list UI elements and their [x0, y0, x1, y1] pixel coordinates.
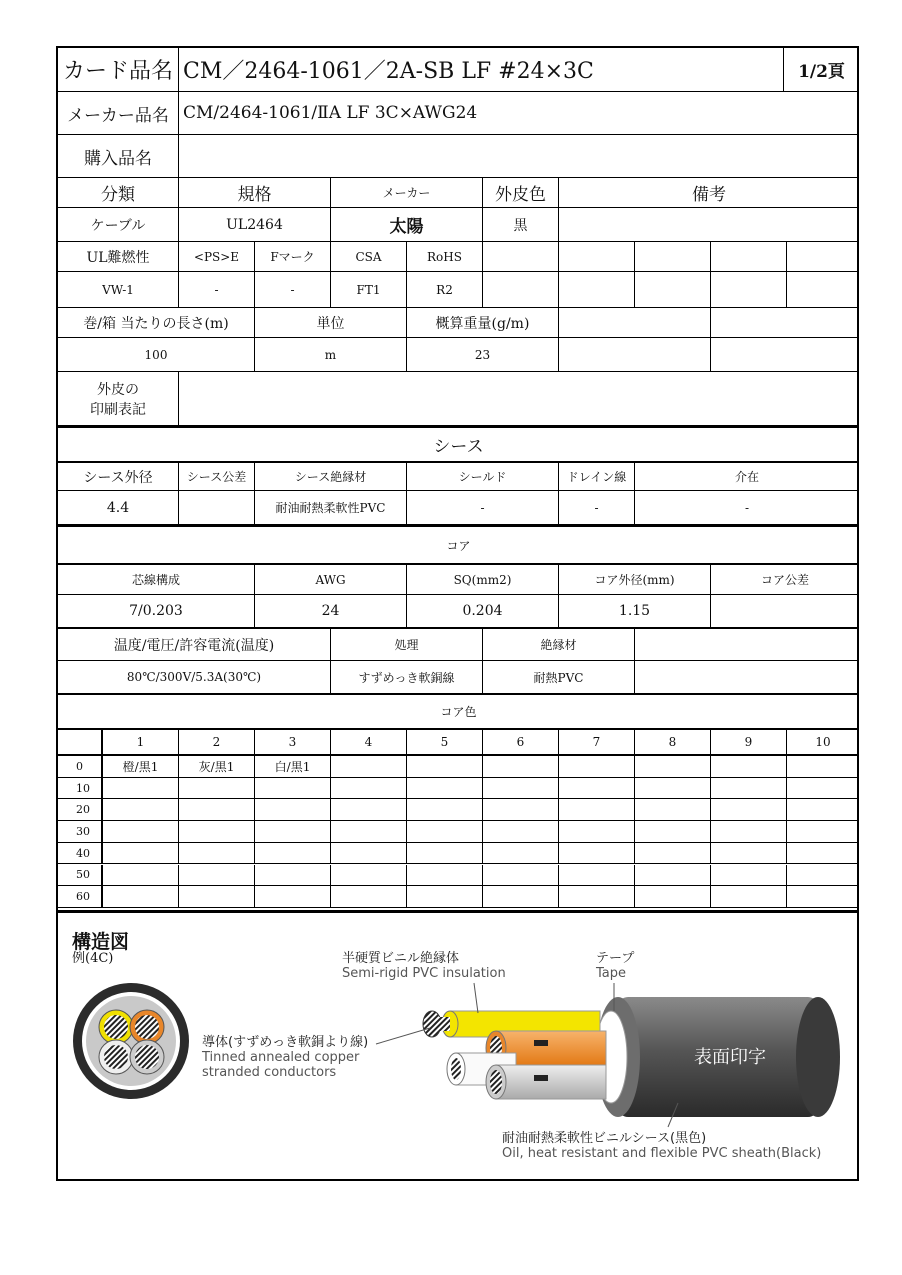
core-color-cell: [407, 778, 483, 800]
unit-value: m: [255, 338, 407, 372]
core-color-cell: [787, 821, 859, 843]
sheath-label-shield: シールド: [407, 463, 559, 491]
core-label-insulation: 絶縁材: [483, 629, 635, 661]
core-color-cell: [483, 843, 559, 865]
rating-label-csa: CSA: [331, 242, 407, 272]
core-label-awg: AWG: [255, 565, 407, 595]
core-color-cell: [635, 799, 711, 821]
core-color-column-header: 4: [331, 730, 407, 756]
sheath-value-drain: -: [559, 491, 635, 527]
core-color-cell: [483, 756, 559, 778]
core-color-cell: [711, 756, 787, 778]
core-color-cell: [635, 843, 711, 865]
card-name-value: CM／2464-1061／2A-SB LF #24×3C: [179, 48, 784, 92]
core-color-row-index: 10: [58, 778, 103, 800]
sheath-label-filler: 介在: [635, 463, 859, 491]
core-color-cell: [179, 843, 255, 865]
core-color-cell: [407, 821, 483, 843]
core-color-cell: [103, 865, 179, 887]
core-color-column-header: 7: [559, 730, 635, 756]
core-color-cell: [255, 886, 331, 908]
core-color-cell: [559, 778, 635, 800]
length-value: 100: [58, 338, 255, 372]
core-color-column-header: 6: [483, 730, 559, 756]
card-name-label: カード品名: [58, 48, 179, 92]
core-color-cell: [179, 799, 255, 821]
core-color-cell: [179, 821, 255, 843]
core-color-cell: [331, 778, 407, 800]
core-value-treatment: すずめっき軟銅線: [331, 661, 483, 695]
core-color-cell: [407, 799, 483, 821]
unit-label: 単位: [255, 308, 407, 338]
core-color-cell: [635, 865, 711, 887]
core-color-row-index: 20: [58, 799, 103, 821]
core-color-cell: [331, 756, 407, 778]
sheath-label-material: シース絶縁材: [255, 463, 407, 491]
core-color-cell: [331, 799, 407, 821]
maker-name-label: メーカー品名: [58, 92, 179, 135]
core-title: コア: [58, 527, 859, 565]
class-label-maker: メーカー: [331, 178, 483, 208]
weight-label: 概算重量(g/m): [407, 308, 559, 338]
class-label-type: 分類: [58, 178, 179, 208]
rating-value-csa: FT1: [331, 272, 407, 308]
core-value-insulation: 耐熱PVC: [483, 661, 635, 695]
core-color-cell: [559, 865, 635, 887]
core-color-cell: [787, 778, 859, 800]
class-label-standard: 規格: [179, 178, 331, 208]
rating-value-pse: -: [179, 272, 255, 308]
core-label-rating: 温度/電圧/許容電流(温度): [58, 629, 331, 661]
class-value-remarks: [559, 208, 859, 242]
core-color-cell: [103, 821, 179, 843]
core-color-cell: [255, 865, 331, 887]
core-color-cell: [787, 865, 859, 887]
core-color-cell: [179, 778, 255, 800]
core-color-cell: [559, 886, 635, 908]
tape-label: テープ Tape: [596, 951, 635, 981]
rating-label-pse: <PS>E: [179, 242, 255, 272]
core-color-cell: [787, 756, 859, 778]
core-color-cell: [711, 886, 787, 908]
core-color-corner: [58, 730, 103, 756]
core-color-column-header: 10: [787, 730, 859, 756]
core-value-sq: 0.204: [407, 595, 559, 629]
class-value-type: ケーブル: [58, 208, 179, 242]
core-color-row-index: 0: [58, 756, 103, 778]
sheath-value-filler: -: [635, 491, 859, 527]
core-color-column-header: 2: [179, 730, 255, 756]
core-color-column-header: 3: [255, 730, 331, 756]
print-marking-label: [58, 372, 179, 428]
core-color-cell: [255, 843, 331, 865]
surface-print-label: 表面印字: [694, 1047, 766, 1068]
core-color-cell: [787, 843, 859, 865]
core-color-cell: [635, 886, 711, 908]
purchase-name-value: [179, 135, 859, 178]
core-color-cell: [331, 886, 407, 908]
core-color-title: コア色: [58, 695, 859, 730]
core-value-awg: 24: [255, 595, 407, 629]
core-color-row-index: 60: [58, 886, 103, 908]
print-marking-label-line1: 外皮の: [97, 381, 139, 398]
core-color-cell: [331, 821, 407, 843]
maker-name-value: CM/2464-1061/ⅡA LF 3C×AWG24: [179, 92, 859, 135]
sheath-value-tolerance: [179, 491, 255, 527]
core-color-cell: [407, 756, 483, 778]
core-label-od: コア外径(mm): [559, 565, 711, 595]
page-number: 1/2頁: [784, 48, 859, 92]
class-value-color: 黒: [483, 208, 559, 242]
core-value-strand: 7/0.203: [58, 595, 255, 629]
core-color-cell: [255, 778, 331, 800]
core-color-column-header: 9: [711, 730, 787, 756]
core-color-cell: [407, 886, 483, 908]
core-color-cell: [711, 843, 787, 865]
core-color-cell: [787, 799, 859, 821]
core-color-cell: [483, 886, 559, 908]
rating-value-fmark: -: [255, 272, 331, 308]
core-color-cell: [559, 756, 635, 778]
purchase-name-label: 購入品名: [58, 135, 179, 178]
core-color-cell: [483, 778, 559, 800]
core-color-cell: [711, 821, 787, 843]
core-color-cell: [103, 778, 179, 800]
cross-section: [73, 983, 189, 1099]
rating-label-fmark: Fマーク: [255, 242, 331, 272]
core-color-cell: [103, 843, 179, 865]
core-color-cell: [635, 778, 711, 800]
core-color-cell: [483, 821, 559, 843]
core-color-row-index: 40: [58, 843, 103, 865]
spec-sheet: [56, 46, 859, 1181]
core-color-column-header: 1: [103, 730, 179, 756]
sheath-label-od: シース外径: [58, 463, 179, 491]
core-color-cell: 橙/黒1: [103, 756, 179, 778]
core-label-tolerance: コア公差: [711, 565, 859, 595]
core-color-cell: [331, 865, 407, 887]
sheath-label-tolerance: シース公差: [179, 463, 255, 491]
core-color-cell: [483, 865, 559, 887]
sheath-title: シース: [58, 428, 859, 463]
core-color-cell: 白/黒1: [255, 756, 331, 778]
sheath-value-shield: -: [407, 491, 559, 527]
core-color-row-index: 50: [58, 865, 103, 887]
core-color-cell: [711, 778, 787, 800]
structure-diagram: [58, 910, 859, 1184]
rating-value-rohs: R2: [407, 272, 483, 308]
core-label-sq: SQ(mm2): [407, 565, 559, 595]
core-color-cell: [407, 865, 483, 887]
core-color-column-header: 8: [635, 730, 711, 756]
rating-value-ul: VW-1: [58, 272, 179, 308]
core-color-cell: 灰/黒1: [179, 756, 255, 778]
core-color-cell: [635, 821, 711, 843]
core-color-cell: [255, 821, 331, 843]
structure-subtitle: 例(4C): [72, 951, 114, 966]
sheath-value-material: 耐油耐熱柔軟性PVC: [255, 491, 407, 527]
length-label: 巻/箱 当たりの長さ(m): [58, 308, 255, 338]
core-label-strand: 芯線構成: [58, 565, 255, 595]
core-color-cell: [711, 865, 787, 887]
class-label-color: 外皮色: [483, 178, 559, 208]
core-value-od: 1.15: [559, 595, 711, 629]
sheath-label-drain: ドレイン線: [559, 463, 635, 491]
core-color-cell: [407, 843, 483, 865]
core-color-cell: [559, 799, 635, 821]
core-color-cell: [331, 843, 407, 865]
core-color-cell: [483, 799, 559, 821]
core-color-cell: [635, 756, 711, 778]
core-value-rating: 80℃/300V/5.3A(30℃): [58, 661, 331, 695]
core-color-cell: [179, 865, 255, 887]
class-label-remarks: 備考: [559, 178, 859, 208]
core-value-tolerance: [711, 595, 859, 629]
core-color-cell: [103, 886, 179, 908]
cable-side-view: [376, 983, 840, 1127]
weight-value: 23: [407, 338, 559, 372]
structure-title: 構造図: [72, 931, 130, 953]
core-color-cell: [255, 799, 331, 821]
core-color-cell: [711, 799, 787, 821]
insulation-label: 半硬質ビニル絶縁体 Semi-rigid PVC insulation: [342, 951, 506, 981]
core-color-cell: [787, 886, 859, 908]
class-value-maker: 太陽: [331, 208, 483, 242]
conductor-label: 導体(すずめっき軟銅より線) Tinned annealed copper stranded conductors: [202, 1035, 369, 1080]
class-value-standard: UL2464: [179, 208, 331, 242]
core-color-cell: [179, 886, 255, 908]
core-label-treatment: 処理: [331, 629, 483, 661]
sheath-material-label: 耐油耐熱柔軟性ビニルシース(黒色) Oil, heat resistant and flexible PVC sheath(Black): [502, 1131, 822, 1161]
core-color-row-index: 30: [58, 821, 103, 843]
sheath-value-od: 4.4: [58, 491, 179, 527]
print-marking-label-line2: 印刷表記: [90, 401, 146, 418]
core-color-cell: [103, 799, 179, 821]
core-color-cell: [559, 843, 635, 865]
print-marking-value: [179, 372, 859, 428]
rating-label-rohs: RoHS: [407, 242, 483, 272]
cable-illustration: [58, 913, 859, 1184]
rating-label-ul: UL難燃性: [58, 242, 179, 272]
core-color-column-header: 5: [407, 730, 483, 756]
core-color-cell: [559, 821, 635, 843]
